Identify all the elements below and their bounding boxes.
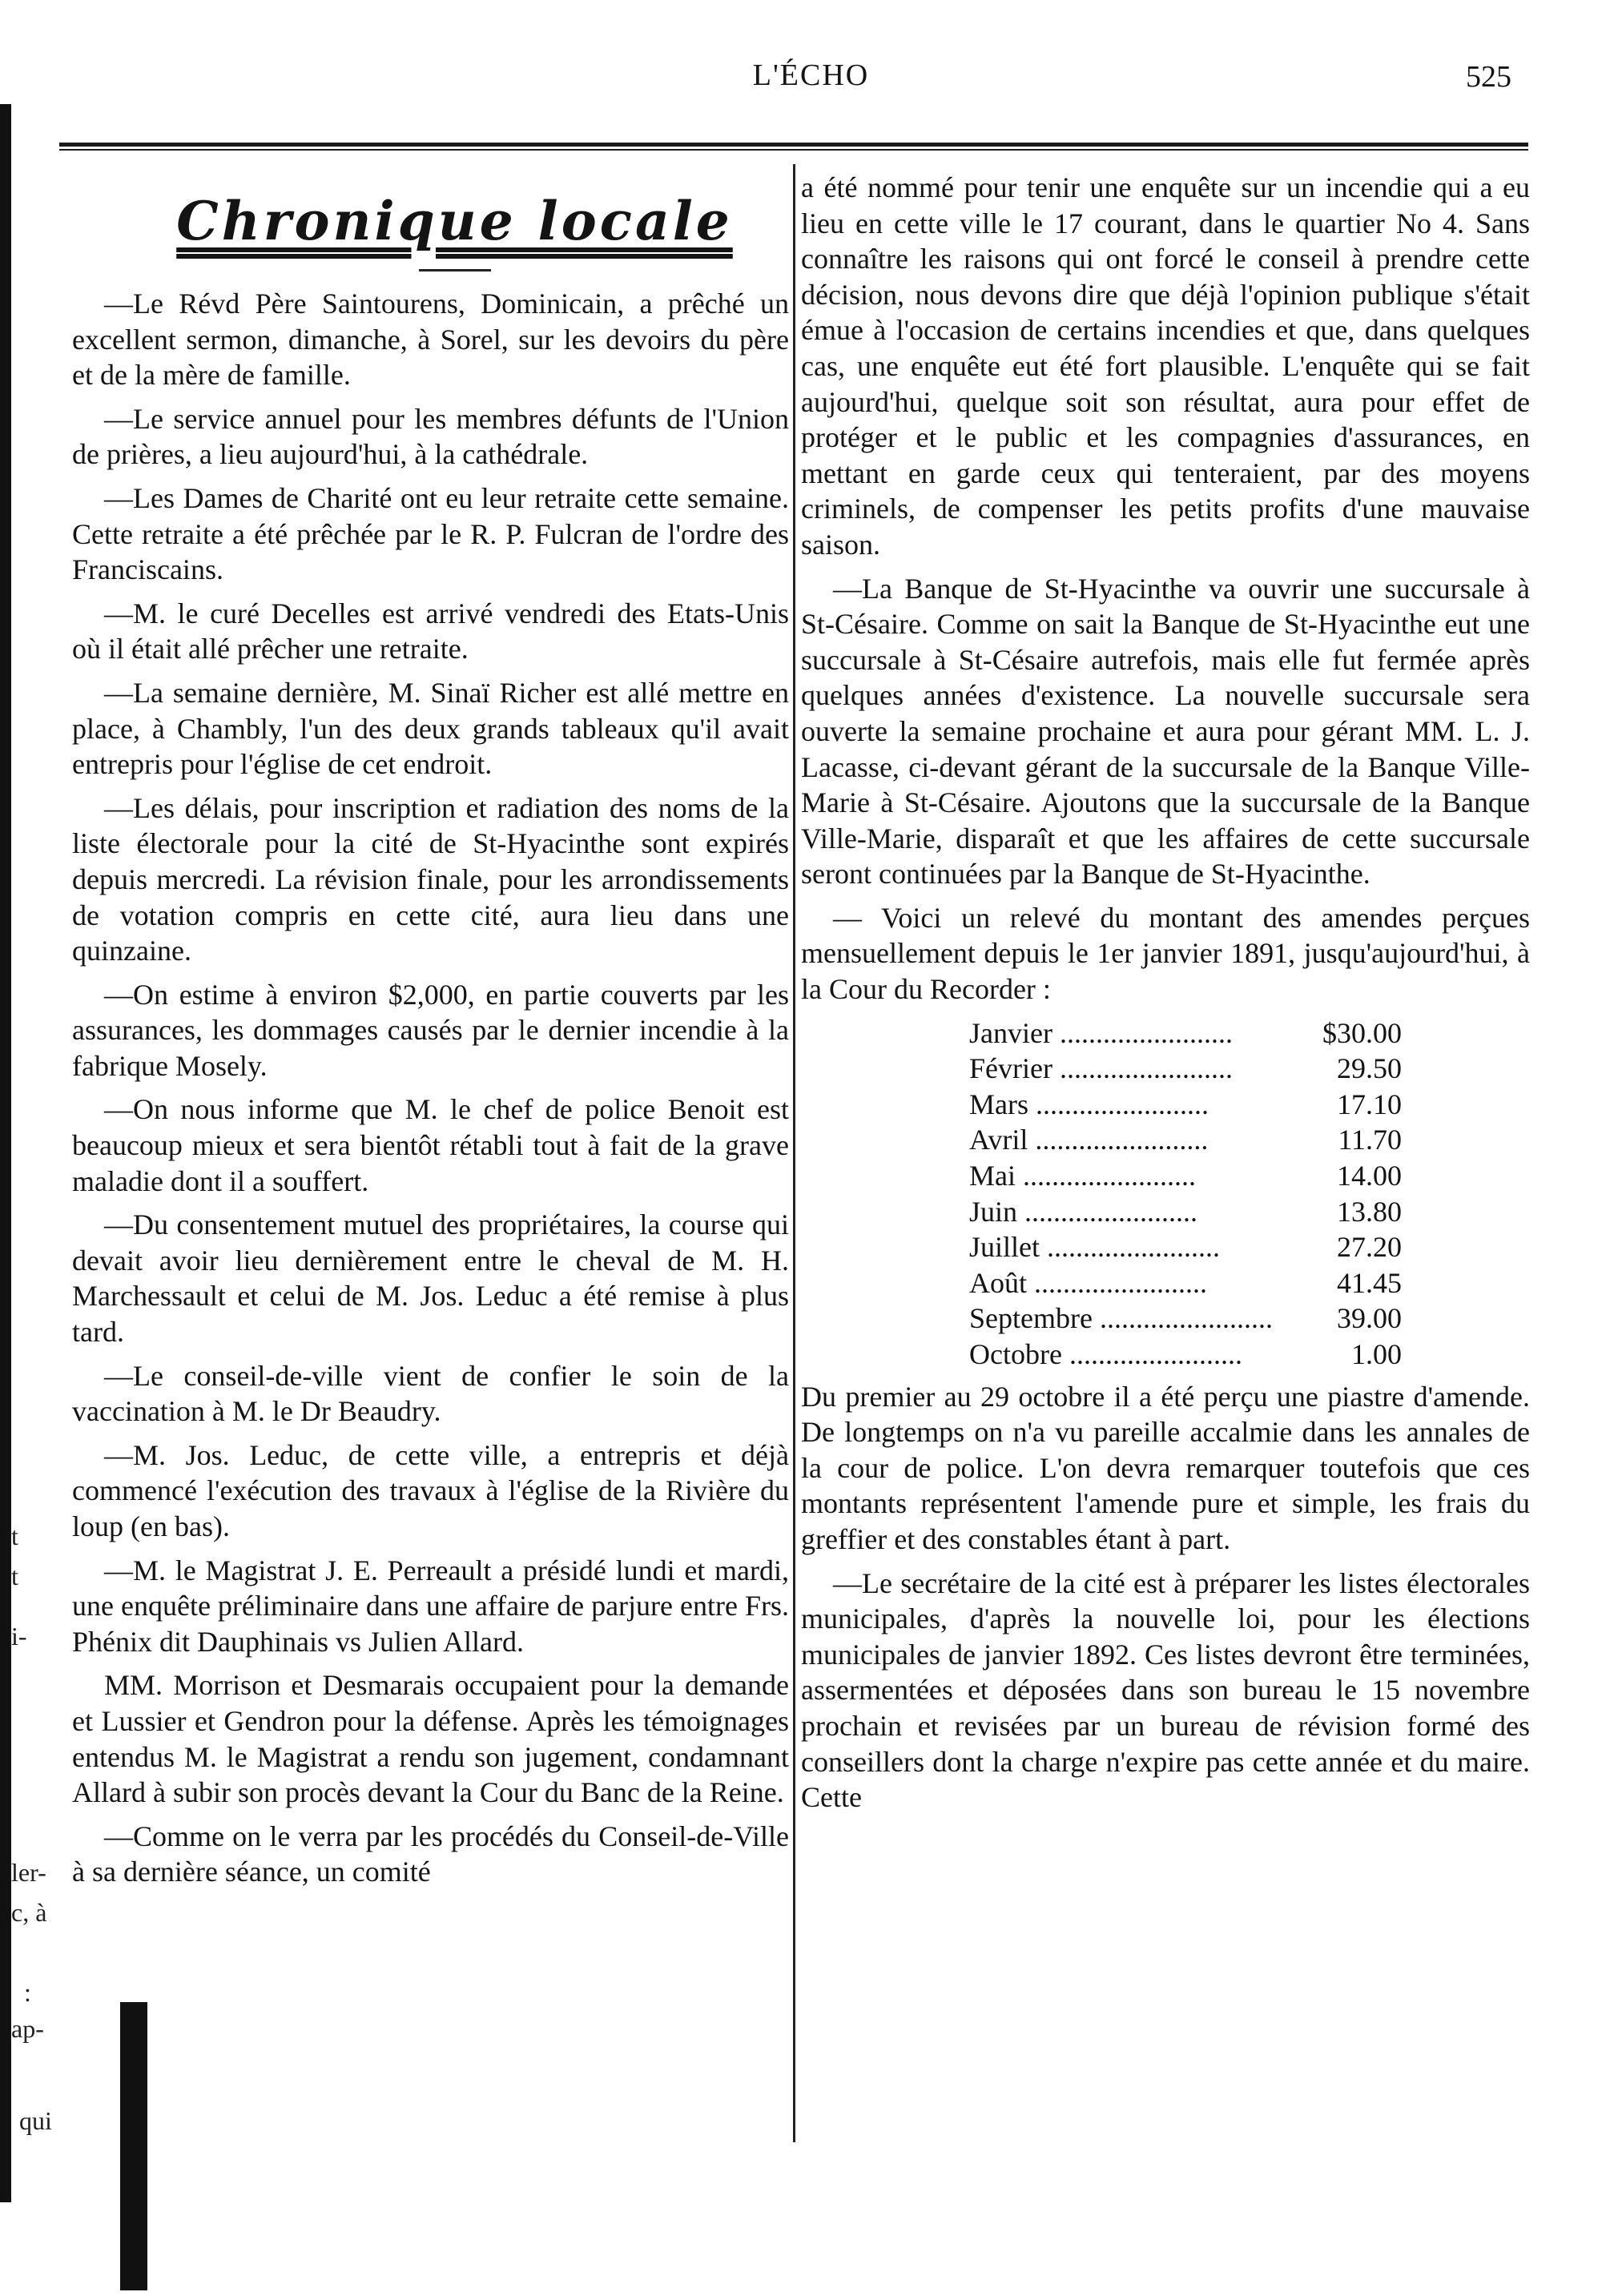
amount-cell: 1.00 xyxy=(1351,1338,1402,1370)
month-cell: Août ........................ xyxy=(969,1266,1207,1299)
month-cell: Janvier ........................ xyxy=(969,1016,1233,1049)
table-row xyxy=(969,1229,1402,1265)
news-item: —On estime à environ $2,000, en partie couverts par les assurances, les dommages causés par le dernier incendie à la fabrique Mosely. xyxy=(72,978,789,1082)
left-column xyxy=(72,173,789,1898)
right-column xyxy=(801,170,1530,1824)
news-item: —M. le curé Decelles est arrivé vendredi des Etats-Unis où il était allé prêcher une retraite. xyxy=(72,597,789,665)
table-row xyxy=(969,1265,1402,1301)
news-item: —M. le Magistrat J. E. Perreault a présidé lundi et mardi, une enquête préliminaire dans une affaire de parjure entre Frs. Phénix dit Dauphinais vs Julien Allard. xyxy=(72,1554,789,1658)
news-item: — Voici un relevé du montant des amendes perçues mensuellement depuis le 1er janvier 1891, jusqu'aujourd'hui, à la Cour du Recorder : xyxy=(801,901,1530,1006)
month-cell: Avril ........................ xyxy=(969,1124,1209,1156)
news-item: —Le service annuel pour les membres défunts de l'Union de prières, a lieu aujourd'hui, à la cathédrale. xyxy=(72,402,789,471)
news-item: —Les Dames de Charité ont eu leur retraite cette semaine. Cette retraite a été prêchée par le R. P. Fulcran de l'ordre des Franciscains. xyxy=(72,481,789,586)
month-cell: Février ........................ xyxy=(969,1052,1233,1085)
header-rule xyxy=(59,143,1528,151)
table-row xyxy=(969,1122,1402,1158)
publication-title: L'ÉCHO xyxy=(752,58,870,92)
month-cell: Juin ........................ xyxy=(969,1195,1198,1228)
amount-cell: $30.00 xyxy=(1322,1016,1402,1049)
news-item: MM. Morrison et Desmarais occupaient pour la demande et Lussier et Gendron pour la défense. Après les témoignages entendus M. le Magistrat a rendu son jugement, condamnant Allard à subir son procès devant la Cour du Banc de la Reine. xyxy=(72,1669,789,1809)
page-binding-shadow-lower xyxy=(120,2002,147,2290)
news-item: —On nous informe que M. le chef de police Benoit est beaucoup mieux et sera bientôt rétabli tout à fait de la grave maladie dont il a souffert. xyxy=(72,1093,789,1197)
heading-rule xyxy=(419,269,491,271)
month-cell: Mai ........................ xyxy=(969,1160,1196,1192)
news-item-continued: a été nommé pour tenir une enquête sur un incendie qui a eu lieu en cette ville le 17 courant, dans le quartier No 4. Sans connaître les raisons qui ont forcé le conseil à prendre cette décision, nous devons dire que déjà l'opinion publique s'était émue à l'occasion de certains incendies et que, dans quelques cas, une enquête eut été fort plausible. L'enquête qui se fait aujourd'hui, quelque soit son résultat, aura pour effet de protéger et le public et les compagnies d'assurances, en mettant en garde ceux qui tenteraient, par des moyens criminels, de compenser les petits profits d'une mauvaise saison. xyxy=(801,171,1530,561)
margin-fragment: t xyxy=(11,1522,18,1550)
margin-fragment: c, à xyxy=(11,1898,47,1927)
margin-fragment: qui xyxy=(19,2106,52,2135)
month-cell: Mars ........................ xyxy=(969,1088,1209,1120)
month-cell: Octobre ........................ xyxy=(969,1338,1242,1370)
amount-cell: 13.80 xyxy=(1337,1195,1402,1228)
amount-cell: 17.10 xyxy=(1337,1088,1402,1120)
table-row xyxy=(969,1337,1402,1373)
left-column-articles xyxy=(72,286,789,1890)
news-item: —Du consentement mutuel des propriétaires, la course qui devait avoir lieu dernièrement entre le cheval de M. H. Marchessault et celui de M. Jos. Leduc a été remise à plus tard. xyxy=(72,1208,789,1349)
section-heading: Chronique locale xyxy=(176,190,733,252)
column-divider xyxy=(793,164,795,2142)
amount-cell: 29.50 xyxy=(1337,1052,1402,1085)
page-binding-shadow xyxy=(0,104,11,2202)
margin-fragment: : xyxy=(24,1978,31,2007)
margin-fragment: ler- xyxy=(11,1858,46,1887)
news-item: Du premier au 29 octobre il a été perçu une piastre d'amende. De longtemps on n'a vu pareille accalmie dans les annales de la cour de police. L'on devra remarquer toutefois que ces montants représentent l'amende pure et simple, les frais du greffier et des constables étant à part. xyxy=(801,1380,1530,1555)
table-row xyxy=(969,1158,1402,1194)
margin-fragment: ap- xyxy=(11,2014,44,2043)
news-item: —La Banque de St-Hyacinthe va ouvrir une succursale à St-Césaire. Comme on sait la Banque de St-Hyacinthe eut une succursale à St-Césaire autrefois, mais elle fut fermée après quelques années d'existence. La nouvelle succursale sera ouverte la semaine prochaine et aura pour gérant MM. L. J. Lacasse, ci-devant gérant de la succursale de la Banque Ville-Marie à St-Césaire. Ajoutons que la succursale de la Banque Ville-Marie, disparaît et que les affaires de cette succursale seront continuées par la Banque de St-Hyacinthe. xyxy=(801,572,1530,891)
amount-cell: 39.00 xyxy=(1337,1302,1402,1335)
amount-cell: 41.45 xyxy=(1337,1266,1402,1299)
margin-fragment: t xyxy=(11,1562,18,1590)
news-item: —Le secrétaire de la cité est à préparer les listes électorales municipales, d'après la nouvelle loi, pour les élections municipales de janvier 1892. Ces listes devront être terminées, assermentées et déposées dans son bureau le 15 novembre prochain et revisées par un bureau de révision formé des conseillers dont la charge n'expire pas cette année et du maire. Cette xyxy=(801,1566,1530,1814)
table-row xyxy=(969,1301,1402,1337)
fines-table xyxy=(969,1015,1402,1373)
table-row xyxy=(969,1087,1402,1123)
page-number: 525 xyxy=(1466,60,1511,94)
table-row xyxy=(969,1051,1402,1087)
news-item: —La semaine dernière, M. Sinaï Richer est allé mettre en place, à Chambly, l'un des deux grands tableaux qu'il avait entrepris pour l'église de cet endroit. xyxy=(72,676,789,781)
news-item: —Le Révd Père Saintourens, Dominicain, a prêché un excellent sermon, dimanche, à Sorel, sur les devoirs du père et de la mère de famille. xyxy=(72,288,789,392)
news-item: —Le conseil-de-ville vient de confier le soin de la vaccination à M. le Dr Beaudry. xyxy=(72,1359,789,1428)
amount-cell: 11.70 xyxy=(1338,1124,1402,1156)
month-cell: Juillet ........................ xyxy=(969,1231,1220,1264)
news-item: —Les délais, pour inscription et radiation des noms de la liste électorale pour la cité de St-Hyacinthe sont expirés depuis mercredi. La révision finale, pour les arrondissements de votation compris en cette cité, aura lieu dans une quinzaine. xyxy=(72,791,789,967)
month-cell: Septembre ........................ xyxy=(969,1302,1273,1335)
amount-cell: 14.00 xyxy=(1337,1160,1402,1192)
table-row xyxy=(969,1015,1402,1051)
news-item: —M. Jos. Leduc, de cette ville, a entrepris et déjà commencé l'exécution des travaux à l'église de la Rivière du loup (en bas). xyxy=(72,1438,789,1542)
margin-fragment: i- xyxy=(11,1622,27,1651)
news-item: —Comme on le verra par les procédés du Conseil-de-Ville à sa dernière séance, un comité xyxy=(72,1820,789,1888)
amount-cell: 27.20 xyxy=(1337,1231,1402,1264)
table-row xyxy=(969,1194,1402,1230)
